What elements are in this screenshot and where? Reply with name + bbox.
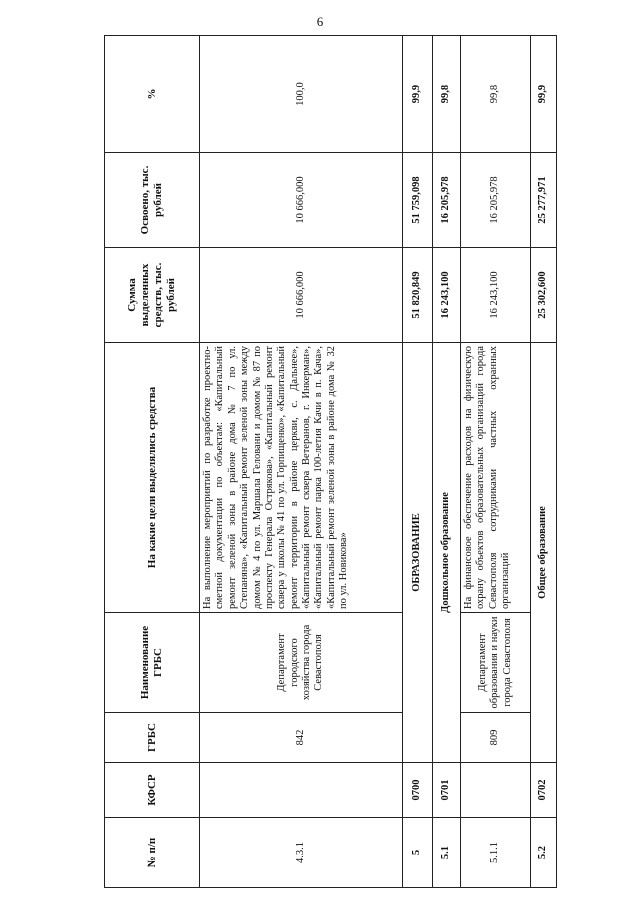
section-title: ОБРАЗОВАНИЕ	[403, 343, 433, 763]
cell-sum: 51 820,849	[403, 248, 433, 343]
header-name: Наименование ГРБС	[105, 613, 200, 713]
header-pct: %	[105, 36, 200, 153]
cell-name: Департамент городского хозяйства города Севастополя	[200, 613, 403, 713]
page-number: 6	[316, 14, 324, 29]
budget-table	[104, 35, 557, 888]
section-title: Общее образование	[531, 343, 557, 763]
cell-num: 5.1.1	[461, 818, 531, 888]
table-row-5-1-1	[461, 36, 531, 888]
header-purpose: На какие цели выделялись средства	[105, 343, 200, 613]
cell-spent: 51 759,098	[403, 153, 433, 248]
header-spent: Освоено, тыс. рублей	[105, 153, 200, 248]
cell-pct: 99,8	[433, 36, 461, 153]
cell-kfsr	[200, 763, 403, 818]
cell-spent: 10 666,000	[200, 153, 403, 248]
cell-num: 4.3.1	[200, 818, 403, 888]
cell-kfsr	[461, 763, 531, 818]
table-row-5	[403, 36, 433, 888]
cell-grbs: 809	[461, 713, 531, 763]
cell-num: 5.2	[531, 818, 557, 888]
table-row-5-2	[531, 36, 557, 888]
table-header-row	[105, 36, 200, 888]
cell-purpose: На финансовое обеспечение расходов на физическую охрану объектов образовательных организаций города Севастополя сотрудниками частных охранных организаций	[461, 343, 531, 613]
header-sum: Сумма выделенных средств, тыс. рублей	[105, 248, 200, 343]
cell-pct: 99,8	[461, 36, 531, 153]
table-row-5-1	[433, 36, 461, 888]
cell-spent: 16 205,978	[461, 153, 531, 248]
cell-kfsr: 0700	[403, 763, 433, 818]
rotated-table-container	[104, 36, 556, 888]
header-grbs: ГРБС	[105, 713, 200, 763]
header-kfsr: КФСР	[105, 763, 200, 818]
cell-num: 5	[403, 818, 433, 888]
cell-kfsr: 0702	[531, 763, 557, 818]
cell-sum: 25 302,600	[531, 248, 557, 343]
cell-pct: 99,9	[403, 36, 433, 153]
cell-name: Департамент образования и науки города Севастополя	[461, 613, 531, 713]
cell-spent: 16 205,978	[433, 153, 461, 248]
cell-sum: 16 243,100	[433, 248, 461, 343]
cell-spent: 25 277,971	[531, 153, 557, 248]
cell-pct: 99,9	[531, 36, 557, 153]
cell-grbs: 842	[200, 713, 403, 763]
cell-pct: 100,0	[200, 36, 403, 153]
cell-kfsr: 0701	[433, 763, 461, 818]
table-row-4-3-1	[200, 36, 403, 888]
cell-sum: 16 243,100	[461, 248, 531, 343]
cell-purpose: На выполнение мероприятий по разработке проектно-сметной документации по объектам: «Капитальный ремонт зеленой зоны в районе дома № 7 по ул. Степаняна», «Капитальный ремонт зеленой зоны между домом № 4 по ул. Маршала Геловани и домом № 87 по проспекту Генерала Острякова», «Капитальный ремонт сквера у школы № 41 по ул. Горпищенко», «Капитальный ремонт территории в районе церкви, с. Дальнее», «Капитальный ремонт сквера Ветеранов, г. Инкерман», «Капитальный ремонт парка 100-летия Качи в п. Кача», «Капитальный ремонт зеленой зоны в районе дома № 32 по ул. Новикова»	[200, 343, 403, 613]
cell-sum: 10 666,000	[200, 248, 403, 343]
section-title: Дошкольное образование	[433, 343, 461, 763]
cell-num: 5.1	[433, 818, 461, 888]
header-num: № п/п	[105, 818, 200, 888]
